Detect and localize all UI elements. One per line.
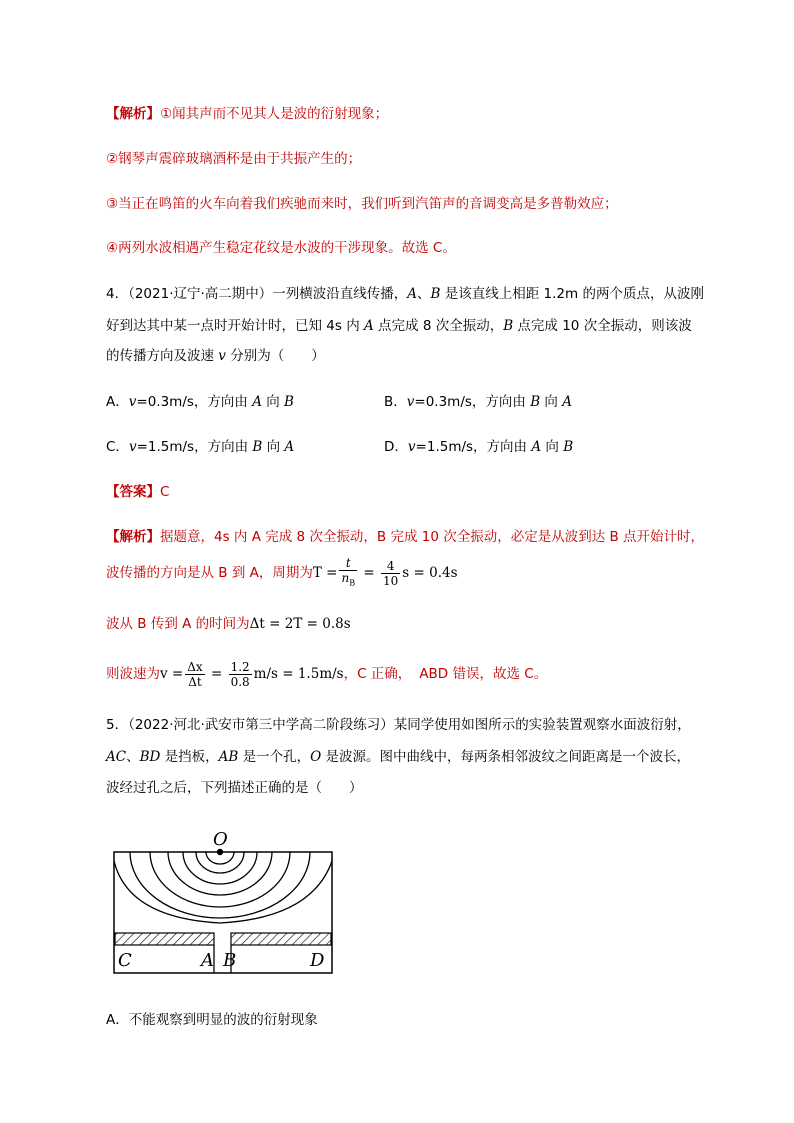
wave-front-7 (114, 861, 332, 923)
q5-option-a: A．不能观察到明显的波的衍射现象 (106, 1012, 318, 1028)
wave-front-6 (130, 852, 310, 918)
analysis2-line1: 【解析】据题意，4s 内 A 完成 8 次全振动，B 完成 10 次全振动，必定是从波到达 B 点开始计时， (106, 529, 705, 545)
q4-option-d: D．v=1.5m/s，方向由 A 向 B (384, 439, 574, 455)
label-o: O (213, 829, 228, 850)
q5-line1: 5．（2022·河北·武安市第三中学高二阶段练习）某同学使用如图所示的实验装置观察水面波衍射， (106, 717, 691, 733)
label-d: D (310, 950, 325, 971)
analysis2-line3: 波从 B 传到 A 的时间为Δt = 2T = 0.8s (106, 616, 351, 632)
period-value-fraction: $\frac{4}{10}$ (383, 558, 399, 588)
analysis2-line2: 波传播的方向是从 B 到 A，周期为T = $\frac{t}{n_B}$ = $\frac{4}{10}$ s = 0.4s (106, 556, 458, 590)
analysis-tag: 【解析】 (106, 106, 160, 122)
analysis1-line2: ②钢琴声震碎玻璃酒杯是由于共振产生的； (106, 151, 362, 167)
q4-line3: 的传播方向及波速 v 分别为（ ） (106, 348, 325, 364)
analysis1-line3: ③当正在鸣笛的火车向着我们疾驰而来时，我们听到汽笛声的音调变高是多普勒效应； (106, 196, 618, 212)
label-b: B (223, 950, 237, 971)
answer-tag: 【答案】 (106, 484, 160, 500)
label-c: C (118, 950, 132, 971)
barrier-bd (231, 933, 331, 945)
analysis2-line4: 则波速为v = $\frac{\Delta x}{\Delta t}$ = $\frac{1.2}{0.8}$ m/s = 1.5m/s，C 正确， ABD 错误，故选 C。 (106, 659, 548, 689)
analysis1-line1: 【解析】①闻其声而不见其人是波的衍射现象； (106, 106, 389, 122)
analysis-tag: 【解析】 (106, 529, 160, 545)
q4-option-a: A．v=0.3m/s，方向由 A 向 B (106, 394, 294, 410)
q5-line3: 波经过孔之后，下列描述正确的是（ ） (106, 780, 363, 796)
speed-value-fraction: $\frac{1.2}{0.8}$ (230, 659, 250, 689)
analysis1-line4: ④两列水波相遇产生稳定花纹是水波的干涉现象。故选 C。 (106, 240, 456, 256)
barrier-ac (115, 933, 214, 945)
answer-value: C (160, 484, 170, 500)
label-a: A (201, 950, 214, 971)
wave-front-3 (183, 852, 257, 884)
speed-fraction: $\frac{\Delta x}{\Delta t}$ (187, 659, 203, 689)
answer-line (106, 482, 169, 502)
q4-option-b: B．v=0.3m/s，方向由 B 向 A (384, 394, 572, 410)
wave-diffraction-figure (108, 823, 338, 983)
wave-fronts (114, 852, 332, 923)
wave-front-5 (150, 852, 290, 907)
q4-line2: 好到达其中某一点时开始计时，已知 4s 内 A 点完成 8 次全振动，B 点完成 10 次全振动，则该波 (106, 318, 692, 334)
period-fraction: $\frac{t}{n_B}$ (341, 556, 356, 588)
q5-line2: AC、BD 是挡板，AB 是一个孔，O 是波源。图中曲线中，每两条相邻波纹之间距离是一个波长， (106, 749, 690, 765)
q4-line1: 4．（2021·辽宁·高二期中）一列横波沿直线传播，A、B 是该直线上相距 1.2m 的两个质点，从波刚 (106, 286, 704, 302)
q4-option-c: C．v=1.5m/s，方向由 B 向 A (106, 439, 295, 455)
